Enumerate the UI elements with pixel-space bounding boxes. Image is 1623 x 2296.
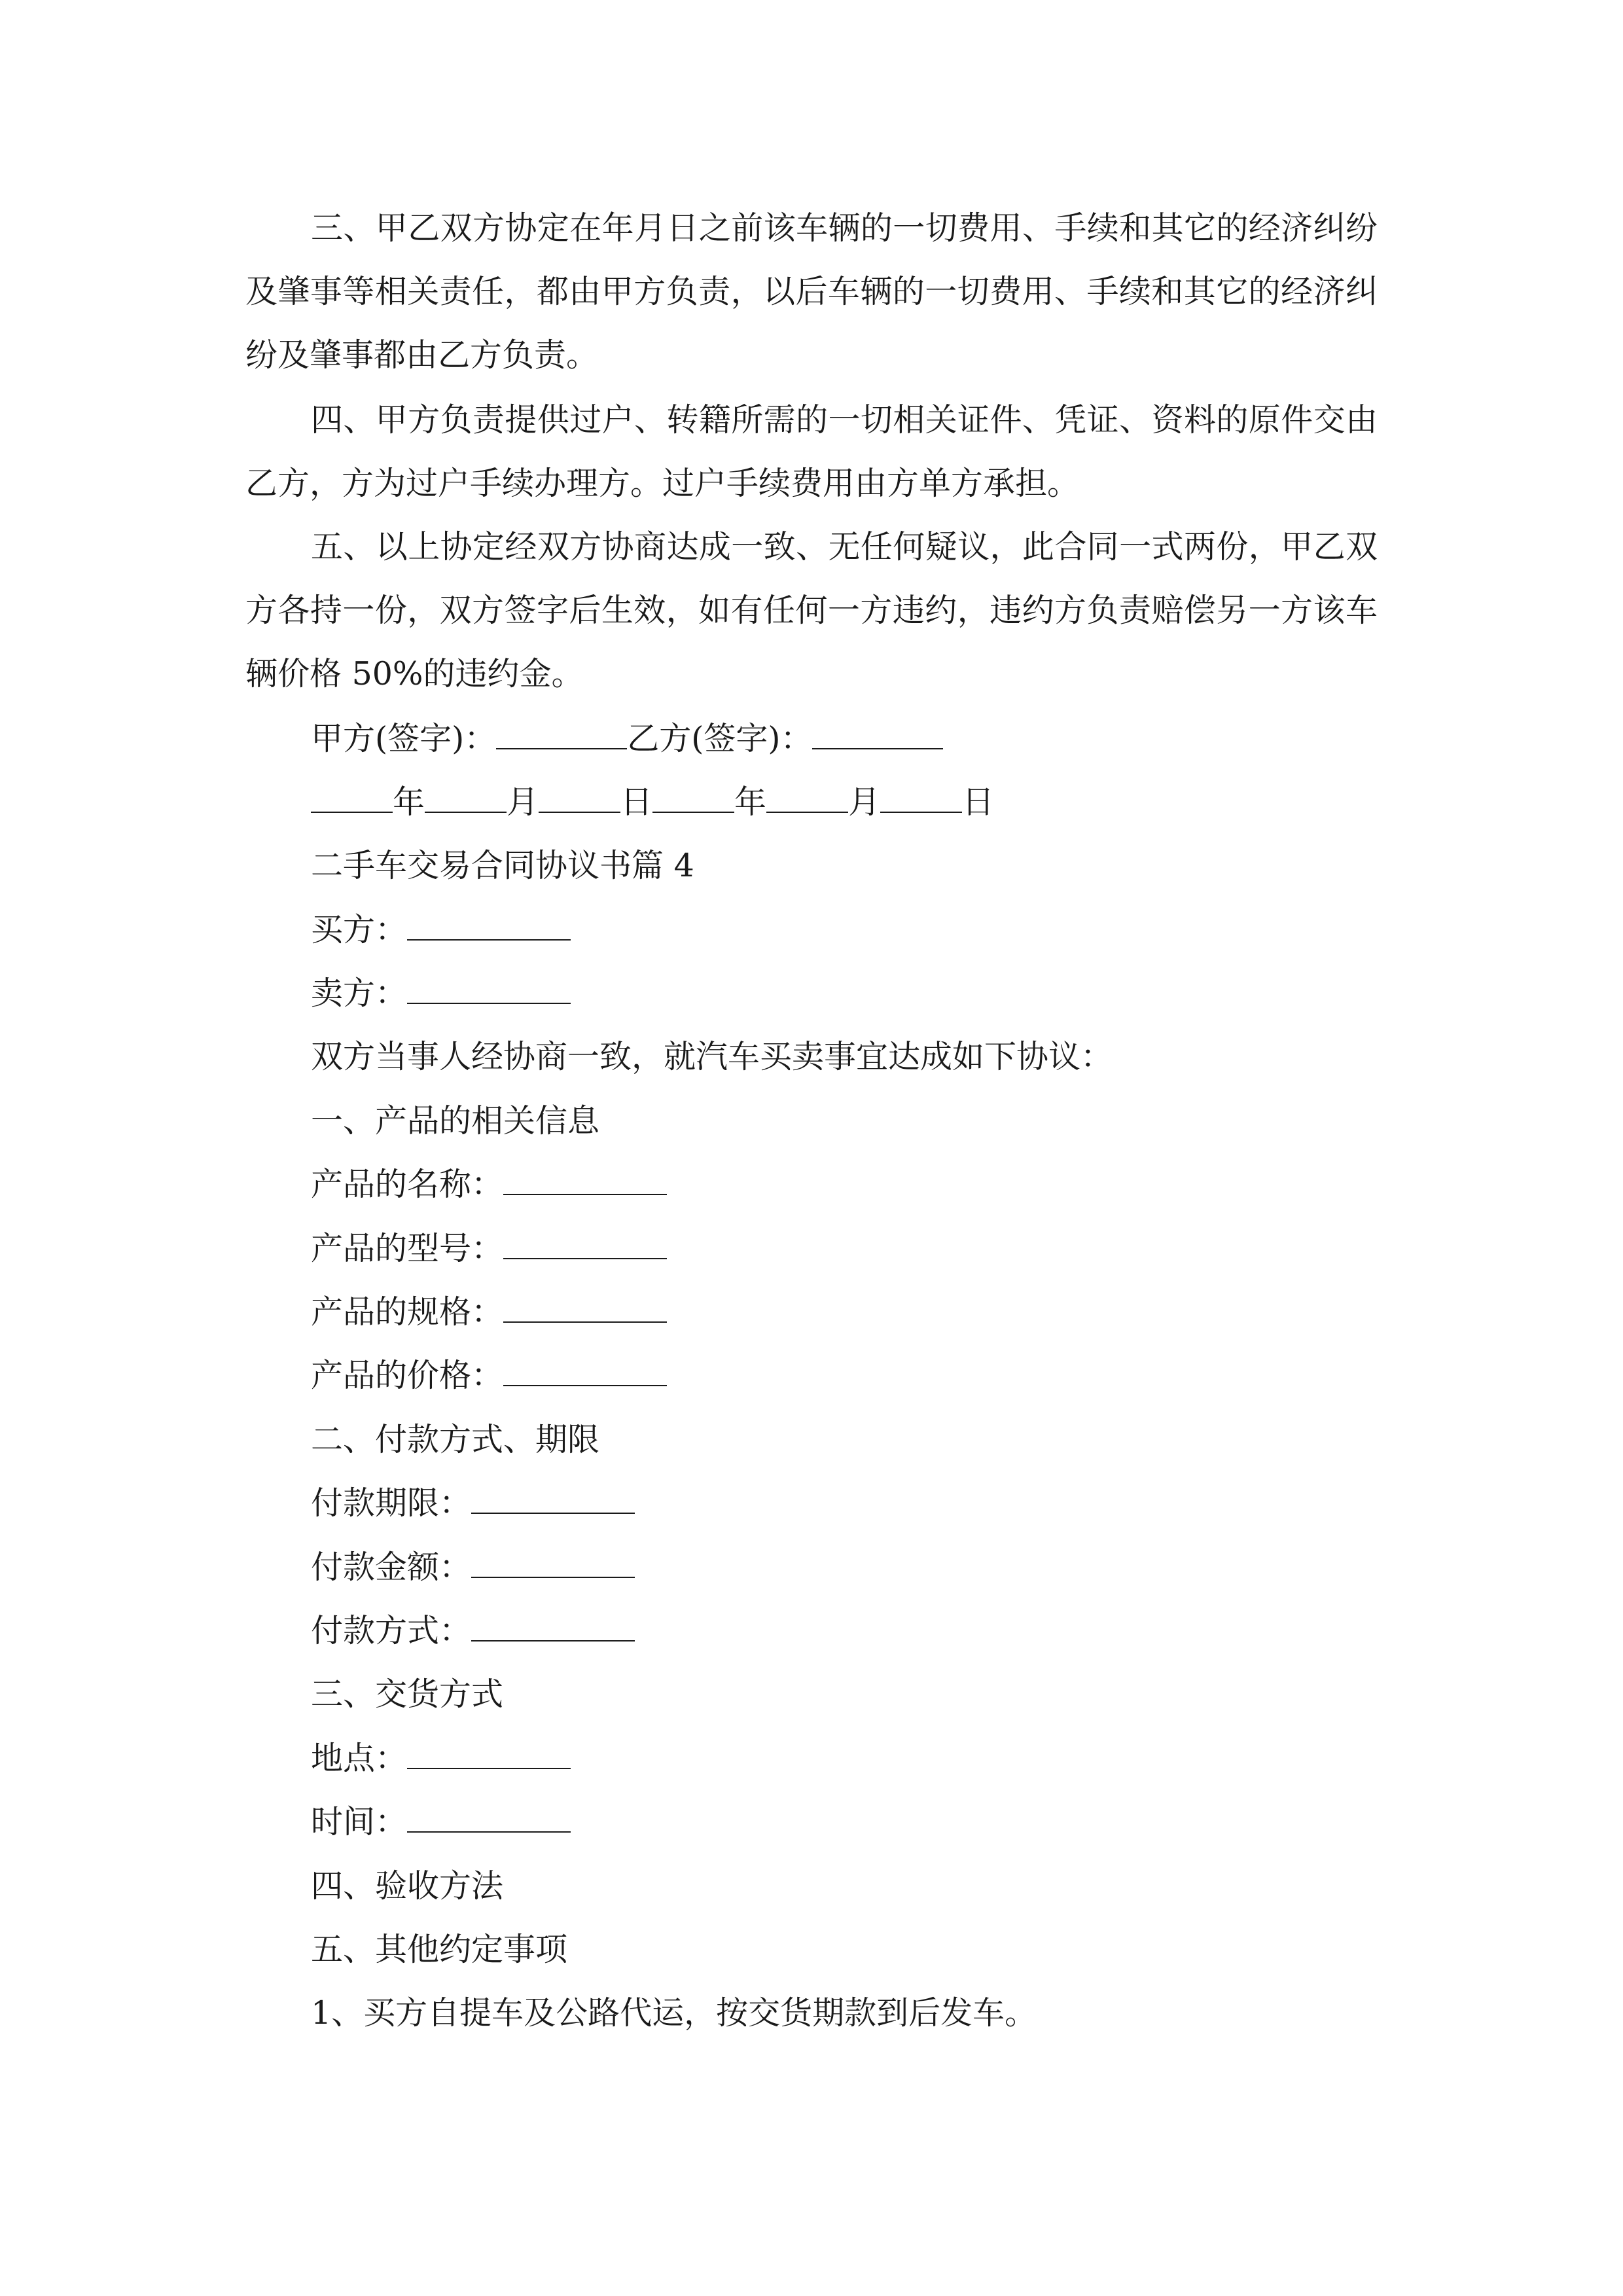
product-price-label: 产品的价格： [311,1357,504,1394]
year-blank-a [311,772,393,813]
month-blank-a [425,772,507,813]
day-label-a: 日 [620,783,653,821]
product-spec-blank [503,1282,667,1323]
product-spec-label: 产品的规格： [311,1293,504,1331]
acceptance-heading: 四、验收方法 [311,1867,504,1905]
product-name-label: 产品的名称： [311,1166,504,1203]
year-blank-b [652,772,734,813]
product-model-label: 产品的型号： [311,1230,504,1267]
party-b-signature-blank [812,709,943,749]
buyer-label: 买方： [311,911,408,948]
delivery-place-blank [407,1729,571,1769]
signature-line [311,707,943,770]
month-label-b: 月 [848,783,881,821]
payment-amount-line [311,1535,635,1599]
buyer-line [311,898,571,961]
party-a-signature-label: 甲方(签字)： [311,720,497,757]
year-label-b: 年 [734,783,767,821]
product-price-line [311,1344,667,1407]
delivery-time-label: 时间： [311,1803,408,1840]
clause-4: 四、甲方负责提供过户、转籍所需的一切相关证件、凭证、资料的原件交由乙方，方为过户手续办理方。过户手续费用由方单方承担。 [245,401,1378,502]
delivery-heading: 三、交货方式 [311,1676,504,1713]
clause-5: 五、以上协定经双方协商达成一致、无任何疑议，此合同一式两份，甲乙双方各持一份，双方签字后生效，如有任何一方违约，违约方负责赔偿另一方该车辆价格 50%的违约金。 [245,528,1378,692]
year-label-a: 年 [393,783,425,821]
party-b-signature-label: 乙方(签字)： [627,720,813,757]
payment-term-blank [471,1473,635,1514]
clause-3: 三、甲乙双方协定在年月日之前该车辆的一切费用、手续和其它的经济纠纷及肇事等相关责任，都由甲方负责，以后车辆的一切费用、手续和其它的经济纠纷及肇事都由乙方负责。 [245,209,1378,374]
product-model-line [311,1217,667,1280]
delivery-time-blank [407,1792,571,1833]
other-item-1: 1、买方自提车及公路代运，按交货期款到后发车。 [311,1994,1037,2032]
product-spec-line [311,1280,667,1344]
date-line [311,770,994,834]
payment-term-line [311,1471,635,1535]
section-title: 二手车交易合同协议书篇 4 [311,847,694,884]
payment-term-label: 付款期限： [311,1484,472,1522]
delivery-time-line [311,1790,571,1854]
buyer-blank [407,900,571,941]
payment-method-blank [471,1601,635,1641]
product-model-blank [503,1219,667,1259]
product-price-blank [503,1346,667,1386]
month-blank-b [766,772,848,813]
day-blank-a [539,772,620,813]
party-a-signature-blank [496,709,627,749]
seller-label: 卖方： [311,975,408,1012]
payment-amount-label: 付款金额： [311,1549,472,1586]
payment-heading: 二、付款方式、期限 [311,1421,600,1458]
delivery-place-label: 地点： [311,1740,408,1777]
seller-line [311,961,571,1025]
month-label-a: 月 [507,783,539,821]
other-heading: 五、其他约定事项 [311,1931,568,1968]
delivery-place-line [311,1727,571,1790]
day-blank-b [880,772,962,813]
product-name-blank [503,1155,667,1195]
day-label-b: 日 [962,783,995,821]
payment-method-label: 付款方式： [311,1612,472,1649]
payment-method-line [311,1599,635,1662]
seller-blank [407,963,571,1004]
payment-amount-blank [471,1537,635,1578]
product-name-line [311,1153,667,1216]
product-heading: 一、产品的相关信息 [311,1102,600,1139]
intro-text: 双方当事人经协商一致，就汽车买卖事宜达成如下协议： [311,1038,1113,1075]
